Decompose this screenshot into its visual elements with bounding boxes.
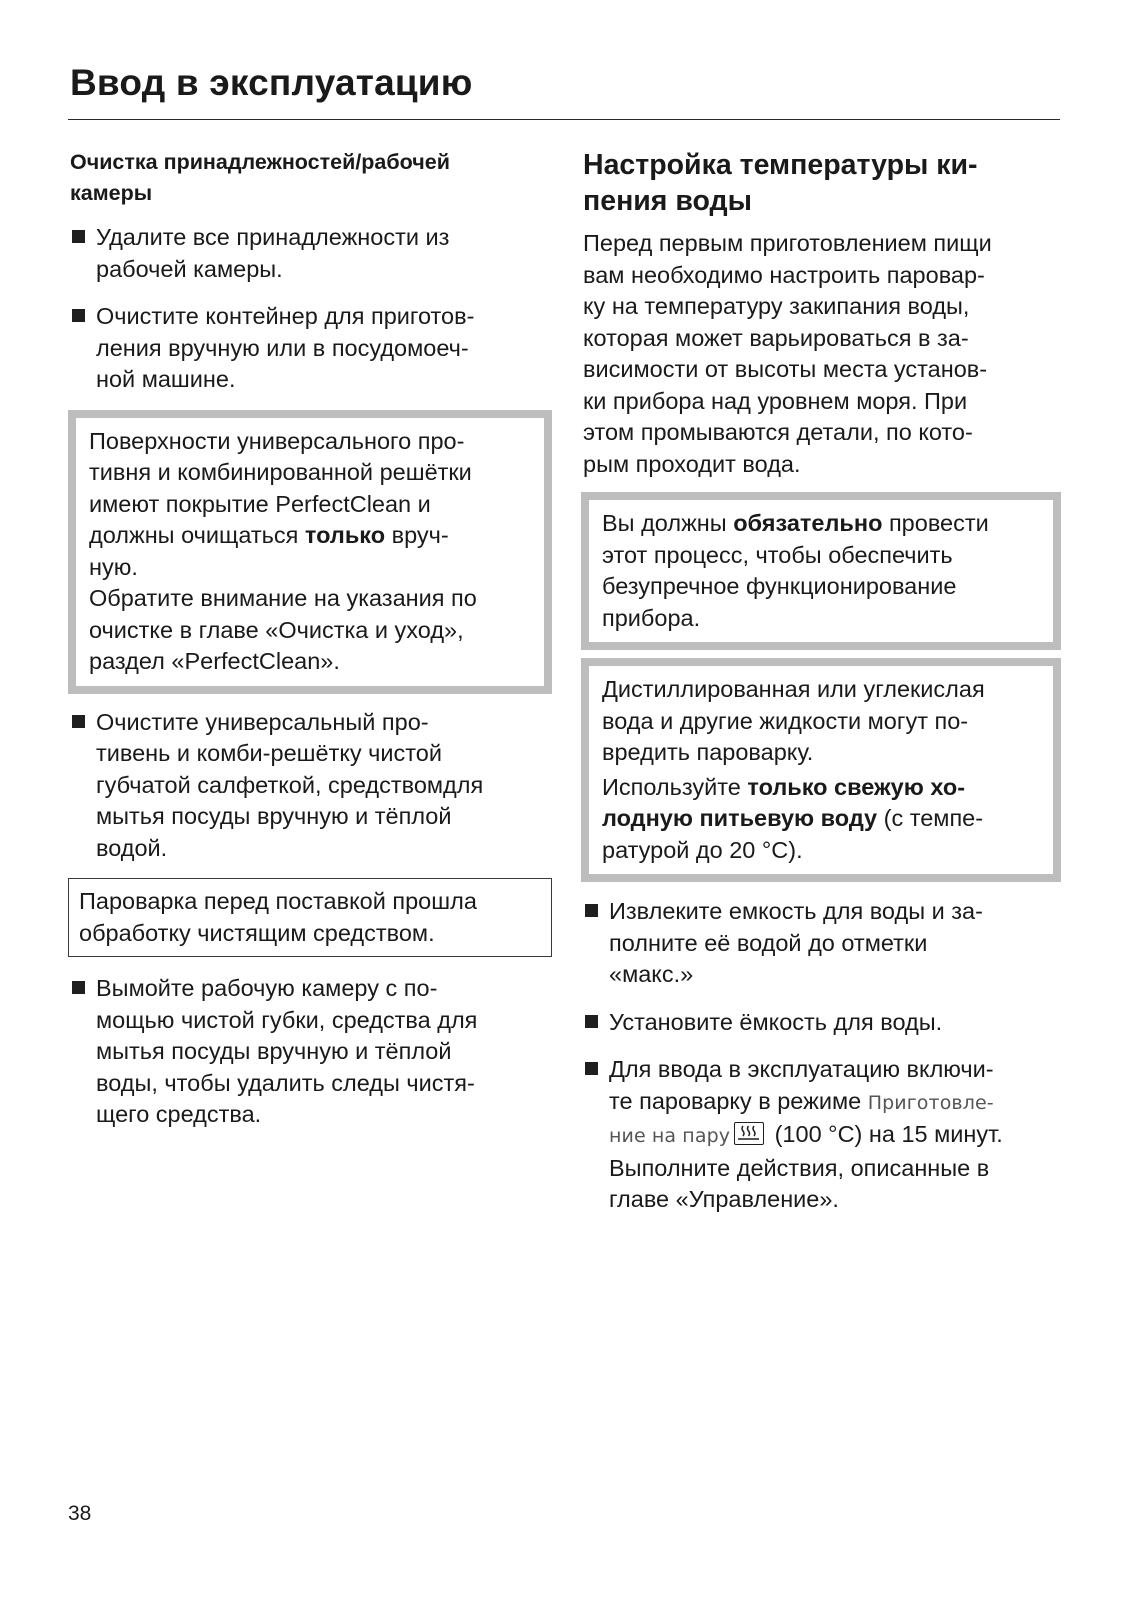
list-item: Установите ёмкость для воды. <box>583 1007 1061 1039</box>
mode-name-steam-cooking: Приготовле- <box>867 1091 994 1114</box>
list-item: Вымойте рабочую камеру с по- мощью чистой губки, средства для мытья посуды вручную и тёплой воды, чтобы удалить следы чистя- щего средства. <box>70 973 552 1131</box>
list-item: Для ввода в эксплуатацию включи- те пароварку в режиме Приготовле- ние на пару (100 °C) на 15 минут. Выполните действия, описанные в главе «Управление». <box>583 1054 1061 1216</box>
emphasis-mandatory: обязательно <box>733 510 883 536</box>
bullet-square-icon <box>72 715 85 728</box>
page-number: 38 <box>68 1502 92 1525</box>
title-divider <box>68 119 1060 120</box>
emphasis-drinking-water: лодную питьевую воду <box>602 805 878 831</box>
note-box-perfectclean: Поверхности универсального про- тивня и комбинированной решётки имеют покрытие PerfectClean и должны очищаться только вруч- ную. Обратите внимание на указания по очистке в главе «Очистка и уход», раздел «PerfectClean». <box>68 410 552 694</box>
emphasis-fresh-water: только свежую хо- <box>747 773 966 800</box>
bullet-square-icon <box>72 230 85 243</box>
bullet-square-icon <box>585 1062 598 1075</box>
note-box-water-warning: Дистиллированная или углекислая вода и другие жидкости могут по- вредить пароварку. Используйте только свежую хо- лодную питьевую воду (с темпе- ратурой до 20 °C). <box>581 658 1061 882</box>
note-box-factory-cleaning: Пароварка перед поставкой прошла обработку чистящим средством. <box>68 878 552 957</box>
section-heading-boiling-point: Настройка температуры ки- пения воды <box>583 149 978 217</box>
bullet-square-icon <box>72 981 85 994</box>
list-item: Удалите все принадлежности из рабочей камеры. <box>70 222 552 285</box>
bullet-square-icon <box>585 1015 598 1028</box>
list-item: Очистите контейнер для приготов- ления вручную или в посудомоеч- ной машине. <box>70 301 552 396</box>
page-title: Ввод в эксплуатацию <box>70 62 473 103</box>
bullet-square-icon <box>72 309 85 322</box>
left-column <box>70 147 552 1147</box>
mode-name-steam-cooking: ние на пару <box>609 1125 731 1147</box>
list-item: Извлеките емкость для воды и за- полните её водой до отметки «макс.» <box>583 896 1061 991</box>
note-box-mandatory: Вы должны обязательно провести этот процесс, чтобы обеспечить безупречное функционирование прибора. <box>581 492 1061 650</box>
bullet-square-icon <box>585 904 598 917</box>
section-heading-cleaning: Очистка принадлежностей/рабочей камеры <box>70 150 450 205</box>
list-item: Очистите универсальный про- тивень и комби-решётку чистой губчатой салфеткой, средствомдля мытья посуды вручную и тёплой водой. <box>70 707 552 865</box>
intro-paragraph: Перед первым приготовлением пищи вам необходимо настроить паровар- ку на температуру закипания воды, которая может варьироваться в за- висимости от высоты места установ- ки прибора над уровнем моря. При этом промываются детали, по кото- рым проходит вода. <box>583 230 992 477</box>
steam-cooking-icon <box>734 1122 764 1145</box>
emphasis-only: только <box>304 522 386 548</box>
right-column <box>583 147 1061 1232</box>
